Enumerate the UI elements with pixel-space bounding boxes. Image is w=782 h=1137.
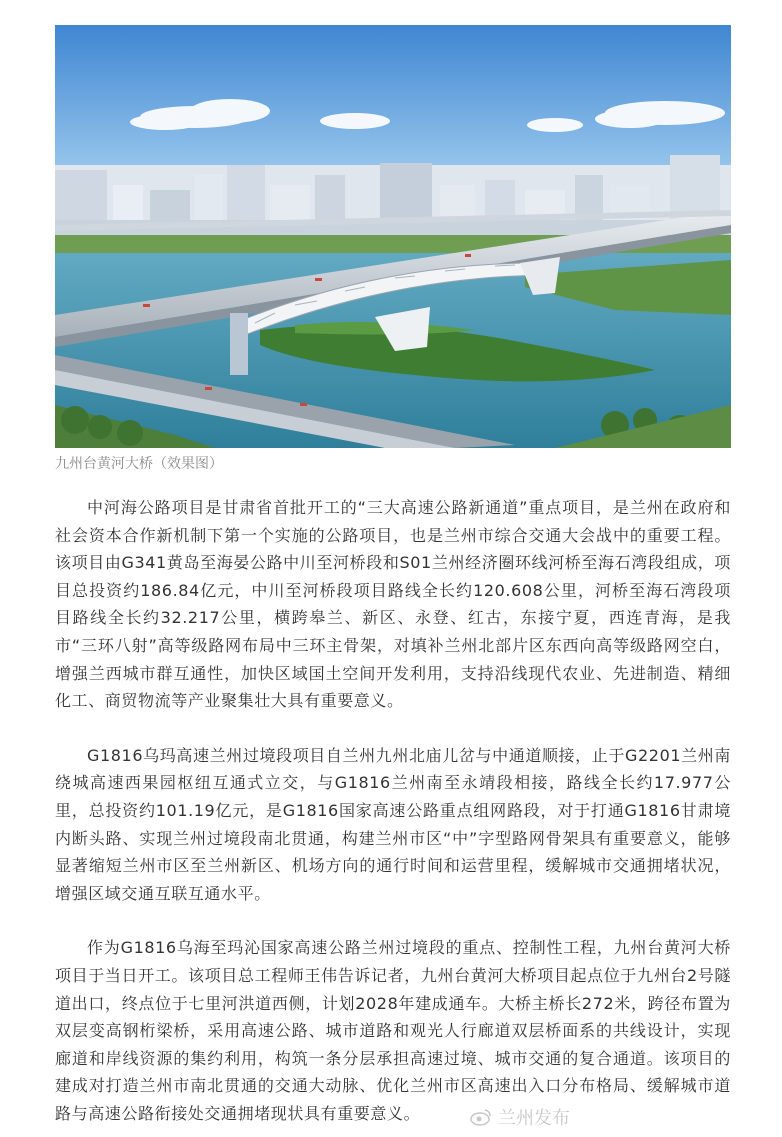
article-body xyxy=(55,494,731,1127)
watermark-text: 兰州发布 xyxy=(498,1108,570,1129)
paragraph-3: 作为G1816乌海至玛沁国家高速公路兰州过境段的重点、控制性工程，九州台黄河大桥项目于当日开工。该项目总工程师王伟告诉记者，九州台黄河大桥项目起点位于九州台2号隧道出口，终点位于七里河洪道西侧，计划2028年建成通车。大桥主桥长272米，跨径布置为双层变高钢桁梁桥，采用高速公路、城市道路和观光人行廊道双层桥面系的共线设计，实现廊道和岸线资源的集约利用，构筑一条分层承担高速过境、城市交通的复合通道。该项目的建成对打造兰州市南北贯通的交通大动脉、优化兰州市区高速出入口分布格局、缓解城市道路与高速公路衔接处交通拥堵现状具有重要意义。 xyxy=(55,938,731,1123)
paragraph-1: 中河海公路项目是甘肃省首批开工的“三大高速公路新通道”重点项目，是兰州在政府和社会资本合作新机制下第一个实施的公路项目，也是兰州市综合交通大会战中的重要工程。该项目由G341黄岛至海晏公路中川至河桥段和S01兰州经济圈环线河桥至海石湾段组成，项目总投资约186.84亿元，中川至河桥段项目路线全长约120.608公里，河桥至海石湾段项目路线全长约32.217公里，横跨皋兰、新区、永登、红古，东接宁夏，西连青海，是我市“三环八射”高等级路网布局中三环主骨架，对填补兰州北部片区东西向高等级路网空白，增强兰西城市群互通性，加快区域国土空间开发利用，支持沿线现代农业、先进制造、精细化工、商贸物流等产业聚集壮大具有重要意义。 xyxy=(55,498,731,711)
bridge-rendering-image xyxy=(55,25,731,448)
image-caption: 九州台黄河大桥（效果图） xyxy=(55,456,223,472)
paragraph-2: G1816乌玛高速兰州过境段项目自兰州九州北庙儿岔与中通道顺接，止于G2201兰州南绕城高速西果园枢纽互通式立交，与G1816兰州南至永靖段相接，路线全长约17.977公里，总投资约101.19亿元，是G1816国家高速公路重点组网路段，对于打通G1816甘肃境内断头路、实现兰州过境段南北贯通，构建兰州市区“中”字型路网骨架具有重要意义，能够显著缩短兰州市区至兰州新区、机场方向的通行时间和运营里程，缓解城市交通拥堵状况，增强区域交通互联互通水平。 xyxy=(55,745,731,903)
bridge-rendering-illustration xyxy=(55,25,731,448)
